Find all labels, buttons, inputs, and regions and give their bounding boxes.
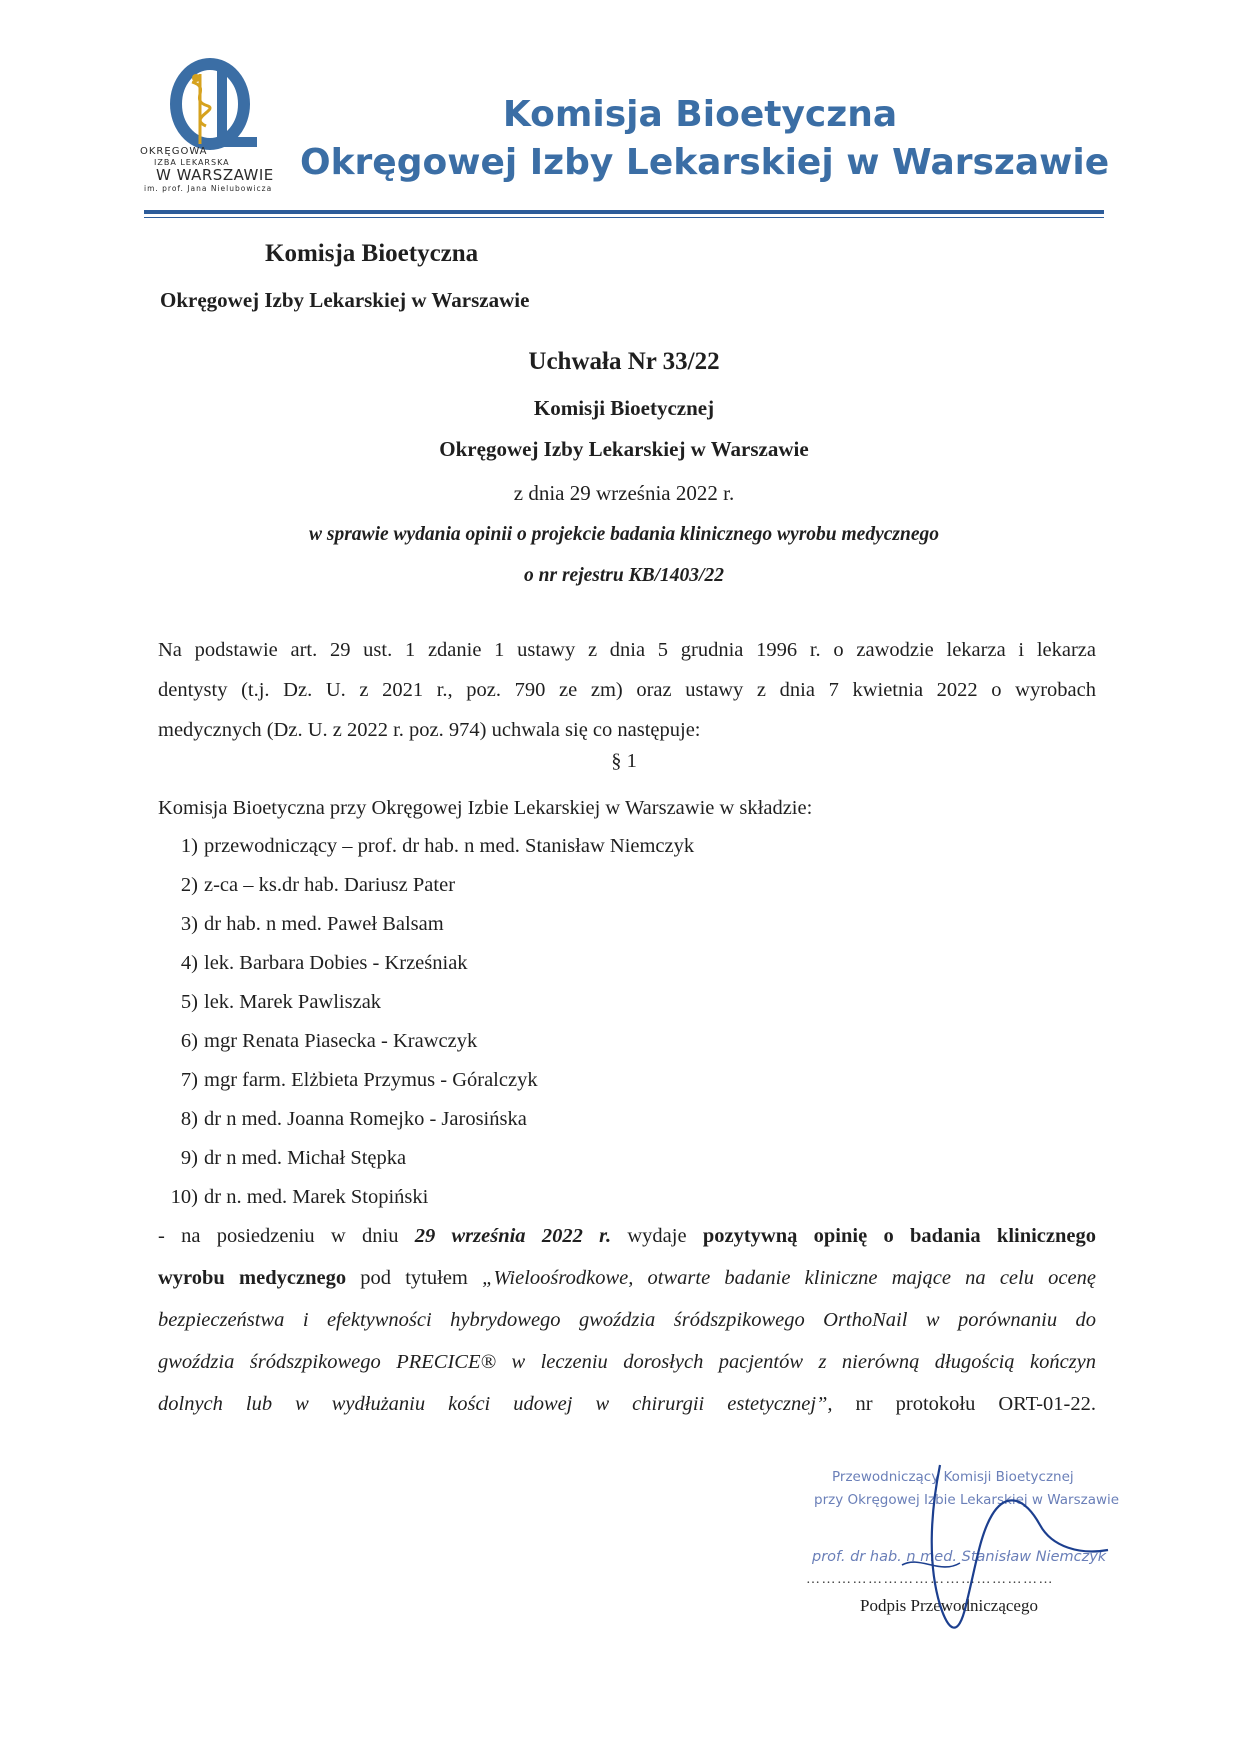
- stamp-line2: przy Okręgowej Izbie Lekarskiej w Warszawie: [814, 1492, 1120, 1508]
- member-name: dr n med. Joanna Romejko - Jarosińska: [204, 1108, 527, 1130]
- decision-date: 29 września 2022 r.: [414, 1225, 612, 1247]
- letterhead-title-line2: Okręgowej Izby Lekarskiej w Warszawie: [300, 142, 1110, 183]
- decision-text: pod tytułem: [346, 1267, 483, 1289]
- member-item: [158, 827, 694, 866]
- protocol-number: nr protokołu ORT-01-22.: [832, 1393, 1097, 1415]
- logo-text-line2: IZBA LEKARSKA: [154, 158, 230, 167]
- resolution-date: z dnia 29 września 2022 r.: [513, 481, 735, 505]
- decision-line2: [158, 1258, 1096, 1298]
- decision-line5: [158, 1384, 1096, 1424]
- member-name: dr n med. Michał Stępka: [204, 1147, 407, 1169]
- org-name-line2: Okręgowej Izby Lekarskiej w Warszawie: [160, 288, 530, 312]
- letterhead-title-line1: Komisja Bioetyczna: [502, 94, 898, 135]
- signature-dotted-line: …………………………………………: [806, 1572, 1054, 1587]
- letterhead-divider: [144, 210, 1104, 214]
- member-name: z-ca – ks.dr hab. Dariusz Pater: [204, 874, 456, 896]
- org-name-line1: Komisja Bioetyczna: [265, 240, 479, 267]
- member-number: 6): [180, 1030, 198, 1052]
- logo-text-line1: OKRĘGOWA: [140, 146, 208, 157]
- member-item: [158, 1100, 694, 1139]
- legal-basis-line3: medycznych (Dz. U. z 2022 r. poz. 974) uchwala się co następuje:: [158, 719, 701, 741]
- member-item: [158, 905, 694, 944]
- member-number: 3): [180, 913, 198, 935]
- member-name: przewodniczący – prof. dr hab. n med. Stanisław Niemczyk: [204, 835, 695, 857]
- composition-intro: Komisja Bioetyczna przy Okręgowej Izbie Lekarskiej w Warszawie w składzie:: [158, 797, 813, 819]
- member-item: [158, 1178, 694, 1217]
- member-number: 1): [180, 835, 198, 857]
- member-number: 9): [180, 1147, 198, 1169]
- logo-text-line3: W WARSZAWIE: [156, 166, 274, 184]
- section-marker: § 1: [611, 750, 637, 772]
- member-number: 8): [180, 1108, 198, 1130]
- member-name: dr n. med. Marek Stopiński: [204, 1186, 429, 1208]
- member-item: [158, 1022, 694, 1061]
- member-number: 4): [180, 952, 198, 974]
- member-name: mgr farm. Elżbieta Przymus - Góralczyk: [204, 1069, 538, 1091]
- decision-opinion: wyrobu medycznego: [158, 1267, 347, 1289]
- committee-members-list: [158, 827, 694, 1217]
- member-item: [158, 944, 694, 983]
- logo-text-line4: im. prof. Jana Nielubowicza: [144, 184, 273, 193]
- member-name: lek. Barbara Dobies - Krześniak: [204, 952, 468, 974]
- decision-opinion: pozytywną opinię o badania klinicznego: [702, 1225, 1097, 1247]
- resolution-issuer-line1: Komisji Bioetycznej: [533, 396, 715, 420]
- study-title-line4: gwoździa śródszpikowego PRECICE® w leczeniu dorosłych pacjentów z nierówną długością kończyn: [158, 1351, 1096, 1373]
- chamber-logo: [122, 44, 297, 204]
- legal-basis-line1: Na podstawie art. 29 ust. 1 zdanie 1 ustawy z dnia 5 grudnia 1996 r. o zawodzie lekarza i lekarza: [158, 639, 1096, 661]
- member-item: [158, 1061, 694, 1100]
- decision-text: - na posiedzeniu w dniu: [158, 1225, 415, 1247]
- study-title: „Wieloośrodkowe, otwarte badanie kliniczne mające na celu ocenę: [482, 1267, 1096, 1289]
- signature-caption: Podpis Przewodniczącego: [860, 1596, 1038, 1615]
- resolution-subject-line1: w sprawie wydania opinii o projekcie badania klinicznego wyrobu medycznego: [309, 524, 939, 545]
- legal-basis-line2: dentysty (t.j. Dz. U. z 2021 r., poz. 790 ze zm) oraz ustawy z dnia 7 kwietnia 2022 o wyrobach: [158, 679, 1096, 701]
- member-name: lek. Marek Pawliszak: [204, 991, 382, 1013]
- resolution-subject-line2: o nr rejestru KB/1403/22: [524, 565, 724, 586]
- member-name: mgr Renata Piasecka - Krawczyk: [204, 1030, 478, 1052]
- letterhead-divider-thin: [144, 217, 1104, 218]
- stamp-line1: Przewodniczący Komisji Bioetycznej: [832, 1469, 1074, 1485]
- resolution-title: Uchwała Nr 33/22: [528, 348, 720, 375]
- member-item: [158, 866, 694, 905]
- study-title: dolnych lub w wydłużaniu kości udowej w chirurgii estetycznej”,: [158, 1393, 833, 1415]
- member-number: 10): [170, 1186, 198, 1208]
- study-title-line3: bezpieczeństwa i efektywności hybrydowego gwoździa śródszpikowego OrthoNail w porównaniu do: [158, 1309, 1096, 1331]
- member-number: 2): [180, 874, 198, 896]
- decision-text: wydaje: [611, 1225, 703, 1247]
- decision-line1: [158, 1216, 1096, 1256]
- member-item: [158, 983, 694, 1022]
- member-number: 7): [180, 1069, 198, 1091]
- member-item: [158, 1139, 694, 1178]
- caduceus-logo-icon: [122, 44, 297, 154]
- stamp-signatory: prof. dr hab. n med. Stanisław Niemczyk: [812, 1549, 1107, 1565]
- resolution-issuer-line2: Okręgowej Izby Lekarskiej w Warszawie: [439, 437, 809, 461]
- handwritten-signature: [790, 1455, 1110, 1645]
- member-name: dr hab. n med. Paweł Balsam: [204, 913, 444, 935]
- member-number: 5): [180, 991, 198, 1013]
